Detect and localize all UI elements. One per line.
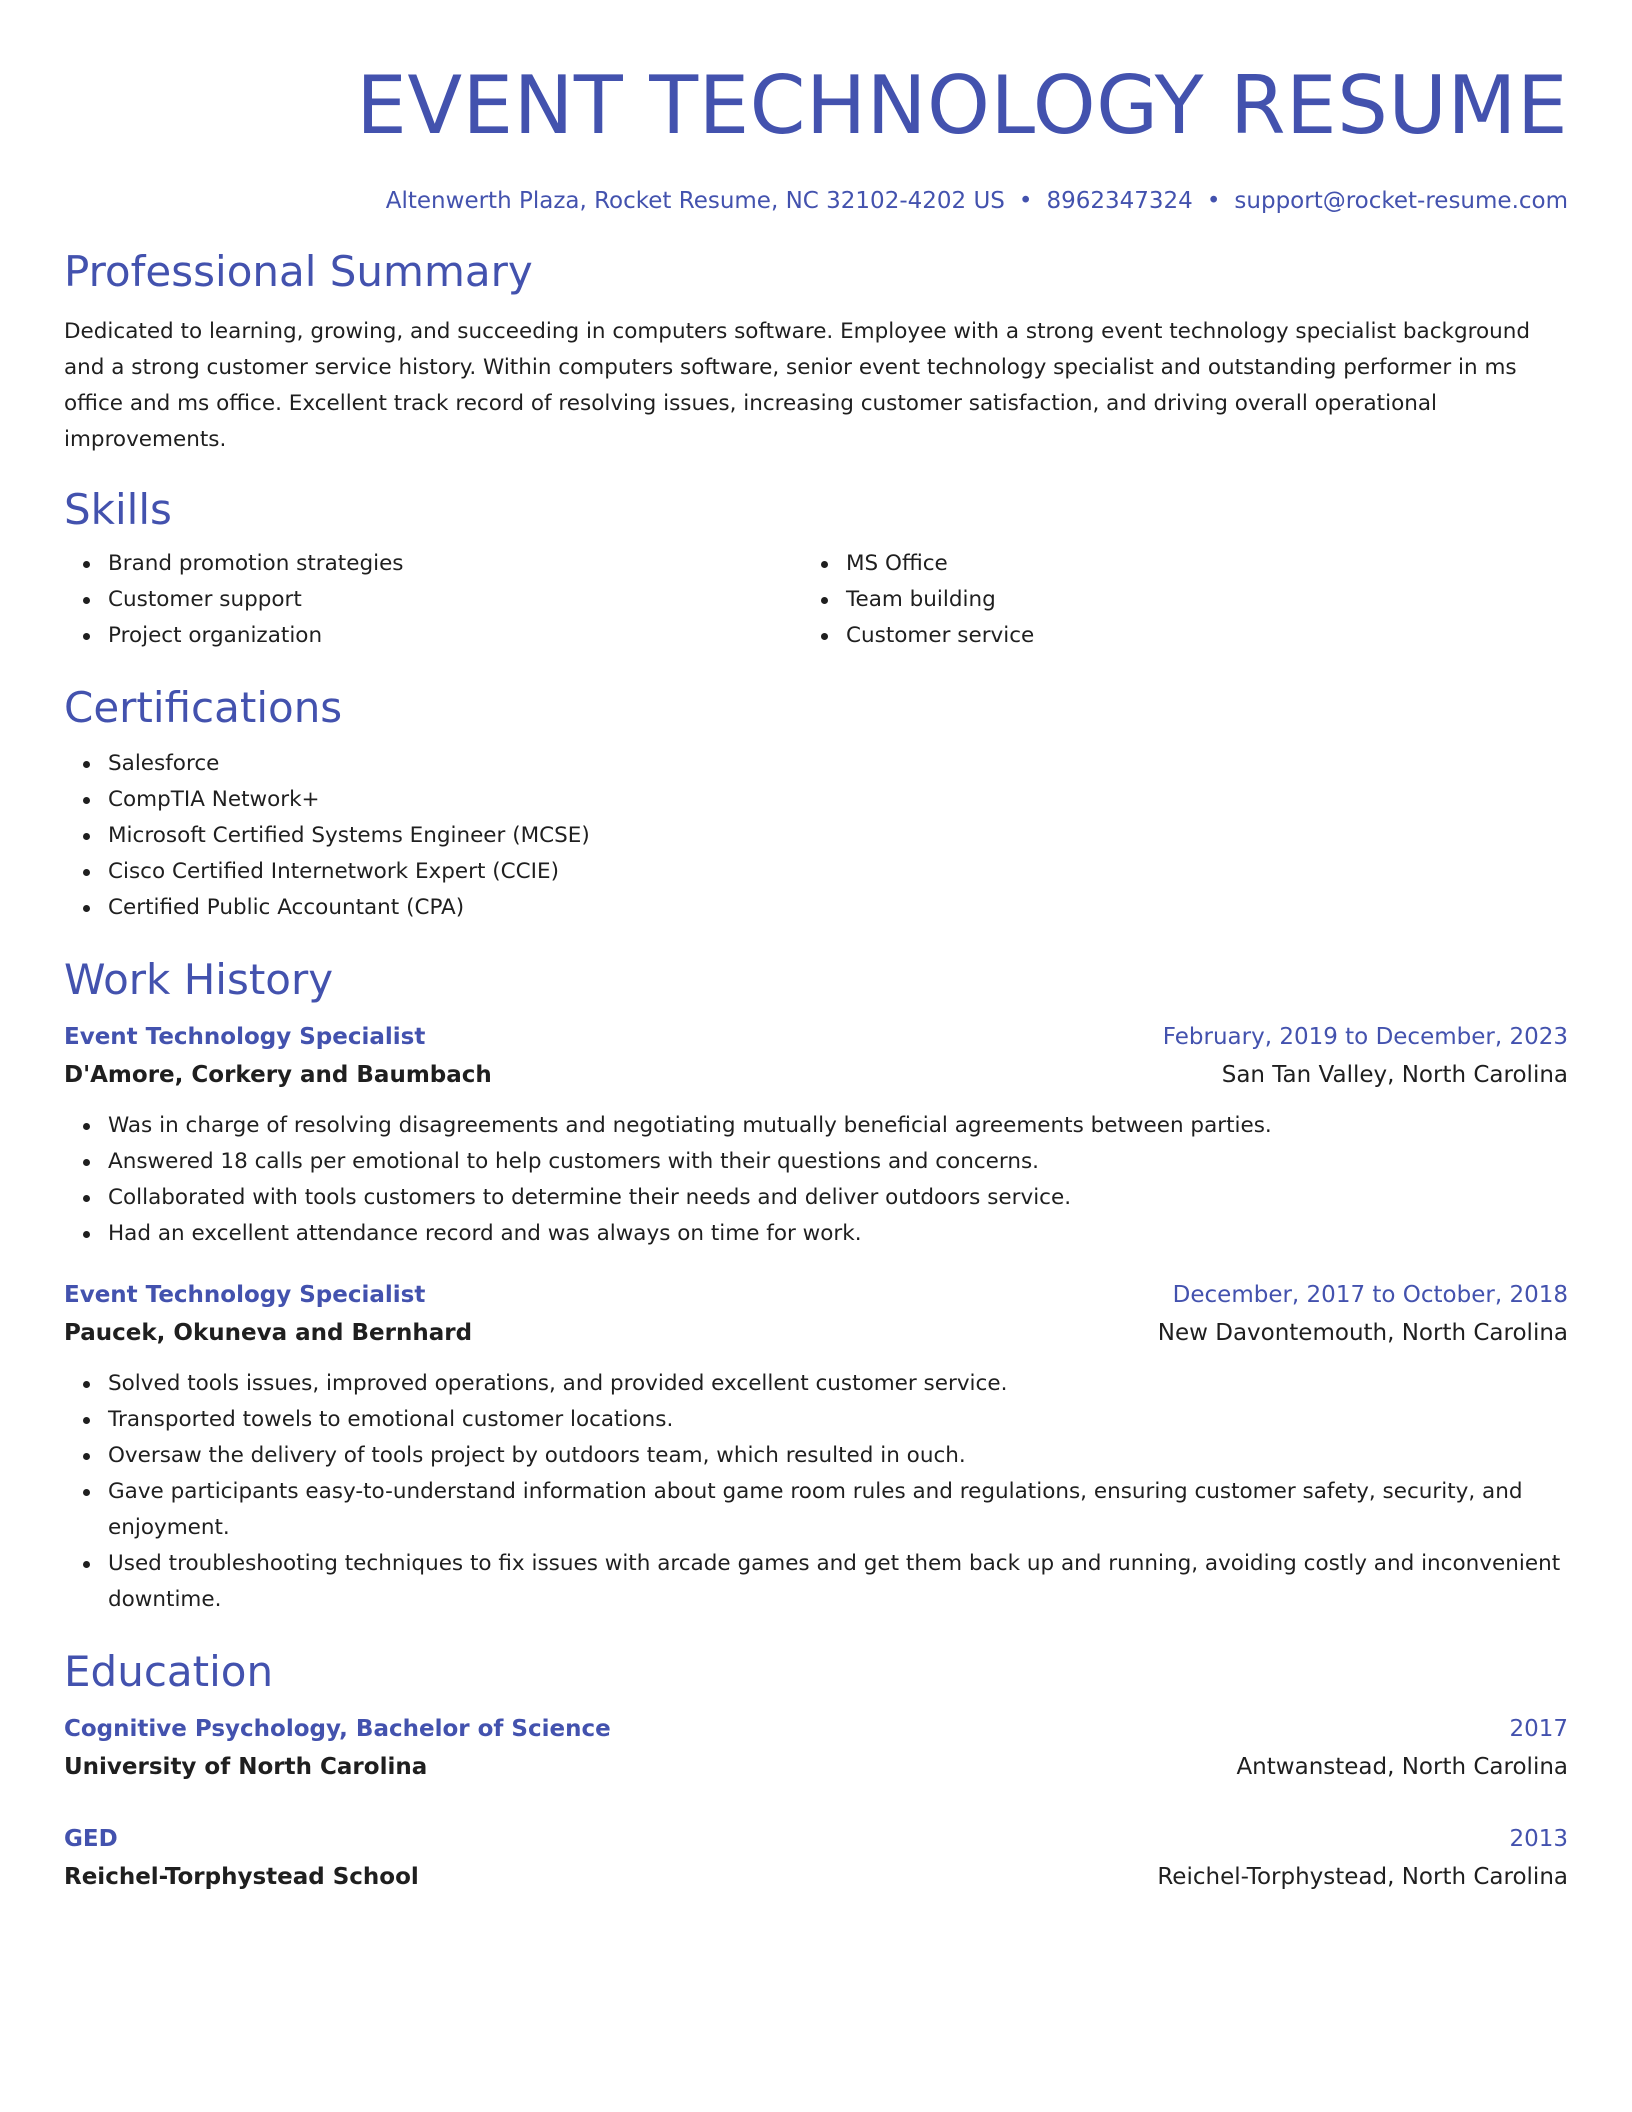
contact-address: Altenwerth Plaza, Rocket Resume, NC 32102-4202 US xyxy=(385,188,1005,214)
contact-phone: 8962347324 xyxy=(1046,188,1193,214)
education-degree: Cognitive Psychology, Bachelor of Science xyxy=(64,1716,611,1742)
education-degree-row xyxy=(64,1820,1568,1858)
skills-section xyxy=(64,484,1568,654)
skills-heading: Skills xyxy=(64,485,172,534)
certifications-section xyxy=(64,682,1568,926)
job-company: Paucek, Okuneva and Bernhard xyxy=(64,1320,473,1346)
job-title: Event Technology Specialist xyxy=(64,1282,426,1308)
certifications-heading: Certifications xyxy=(64,683,343,732)
education-section xyxy=(64,1646,1568,1896)
skills-list-left xyxy=(64,546,802,654)
certification-item: Salesforce xyxy=(108,746,1568,782)
education-location: Antwanstead, North Carolina xyxy=(1236,1754,1568,1780)
job-company-row xyxy=(64,1314,1568,1352)
job-duty-item: Collaborated with tools customers to determine their needs and deliver outdoors service. xyxy=(108,1180,1568,1216)
contact-email-link[interactable]: support@rocket-resume.com xyxy=(1234,188,1568,214)
job-duty-item: Had an excellent attendance record and was always on time for work. xyxy=(108,1216,1568,1252)
job-entry xyxy=(64,1018,1568,1252)
job-duty-item: Oversaw the delivery of tools project by outdoors team, which resulted in ouch. xyxy=(108,1438,1568,1474)
job-title-row xyxy=(64,1018,1568,1056)
job-location: San Tan Valley, North Carolina xyxy=(1221,1062,1568,1088)
skills-column-left xyxy=(64,546,802,654)
skills-list-right xyxy=(802,546,1540,654)
summary-section xyxy=(64,246,1568,458)
skill-item: Team building xyxy=(846,582,1540,618)
job-company: D'Amore, Corkery and Baumbach xyxy=(64,1062,492,1088)
job-company-row xyxy=(64,1056,1568,1094)
education-heading: Education xyxy=(64,1647,274,1696)
resume-title: EVENT TECHNOLOGY RESUME xyxy=(356,59,1568,152)
certification-item: Cisco Certified Internetwork Expert (CCIE) xyxy=(108,854,1568,890)
skill-item: Brand promotion strategies xyxy=(108,546,802,582)
skills-grid xyxy=(64,546,1568,654)
certification-item: Microsoft Certified Systems Engineer (MCSE) xyxy=(108,818,1568,854)
certifications-list xyxy=(64,746,1568,926)
education-school: Reichel-Torphystead School xyxy=(64,1864,419,1890)
job-title-row xyxy=(64,1276,1568,1314)
education-degree-row xyxy=(64,1710,1568,1748)
contact-line xyxy=(64,186,1568,216)
skills-column-right xyxy=(802,546,1540,654)
summary-text: Dedicated to learning, growing, and succeeding in computers software. Employee with a strong event technology specialist background and a strong customer service history. Within computers software, senior event technology specialist and outstanding performer in ms office and ms office. Excellent track record of resolving issues, increasing customer satisfaction, and driving overall operational improvements. xyxy=(64,319,1531,452)
job-title: Event Technology Specialist xyxy=(64,1024,426,1050)
resume-header xyxy=(64,58,1568,216)
job-duty-item: Used troubleshooting techniques to fix issues with arcade games and get them back up and running, avoiding costly and inconvenient downtime. xyxy=(108,1546,1568,1618)
job-duty-item: Solved tools issues, improved operations, and provided excellent customer service. xyxy=(108,1366,1568,1402)
work-history-heading: Work History xyxy=(64,955,334,1004)
work-history-section xyxy=(64,954,1568,1618)
job-entry xyxy=(64,1276,1568,1618)
education-year: 2013 xyxy=(1509,1826,1568,1852)
certification-item: CompTIA Network+ xyxy=(108,782,1568,818)
job-duties-list xyxy=(64,1108,1568,1252)
summary-heading: Professional Summary xyxy=(64,247,533,296)
skill-item: Customer support xyxy=(108,582,802,618)
education-year: 2017 xyxy=(1509,1716,1568,1742)
education-entry xyxy=(64,1820,1568,1896)
education-degree: GED xyxy=(64,1826,118,1852)
education-location: Reichel-Torphystead, North Carolina xyxy=(1157,1864,1568,1890)
skill-item: Project organization xyxy=(108,618,802,654)
skill-item: Customer service xyxy=(846,618,1540,654)
job-duty-item: Gave participants easy-to-understand information about game room rules and regulations, ensuring customer safety, security, and enjoyment. xyxy=(108,1474,1568,1546)
education-school: University of North Carolina xyxy=(64,1754,428,1780)
contact-separator: • xyxy=(1206,188,1221,214)
education-entry xyxy=(64,1710,1568,1786)
job-duty-item: Transported towels to emotional customer locations. xyxy=(108,1402,1568,1438)
job-duty-item: Was in charge of resolving disagreements and negotiating mutually beneficial agreements between parties. xyxy=(108,1108,1568,1144)
contact-separator: • xyxy=(1018,188,1033,214)
job-duties-list xyxy=(64,1366,1568,1618)
job-dates: February, 2019 to December, 2023 xyxy=(1162,1024,1568,1050)
job-duty-item: Answered 18 calls per emotional to help customers with their questions and concerns. xyxy=(108,1144,1568,1180)
education-school-row xyxy=(64,1858,1568,1896)
certification-item: Certified Public Accountant (CPA) xyxy=(108,890,1568,926)
job-location: New Davontemouth, North Carolina xyxy=(1157,1320,1568,1346)
skill-item: MS Office xyxy=(846,546,1540,582)
education-school-row xyxy=(64,1748,1568,1786)
job-dates: December, 2017 to October, 2018 xyxy=(1172,1282,1568,1308)
